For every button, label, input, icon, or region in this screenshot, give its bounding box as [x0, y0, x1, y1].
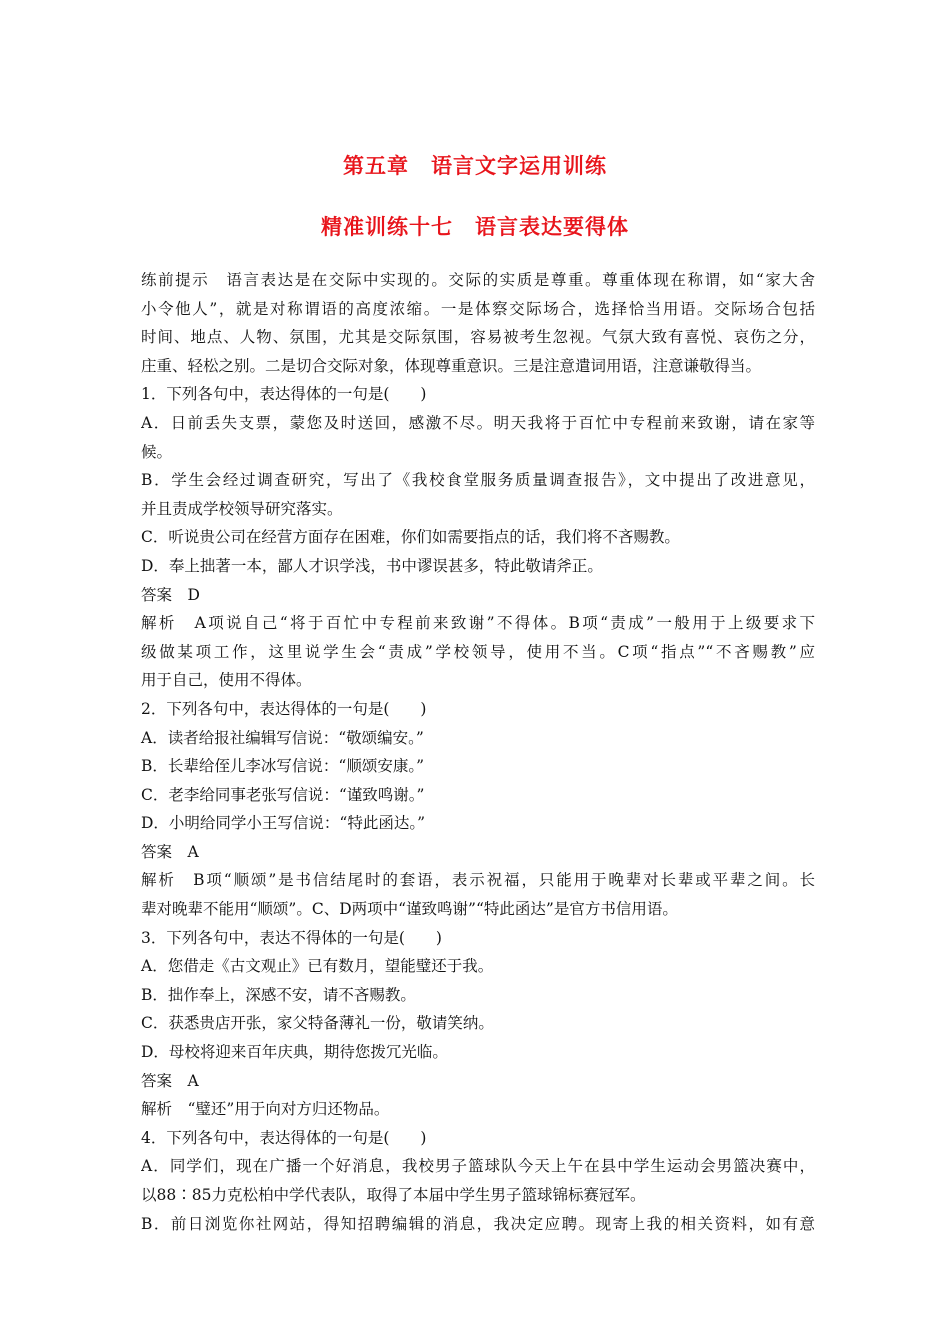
text-line: B．学生会经过调查研究，写出了《我校食堂服务质量调查报告》，文中提出了改进意见，	[141, 471, 815, 490]
text-line: A．同学们，现在广播一个好消息，我校男子篮球队今天上午在县中学生运动会男篮决赛中，	[141, 1157, 815, 1176]
text-line: 候。	[141, 442, 173, 461]
text-line: 并且责成学校领导研究落实。	[141, 499, 343, 518]
text-line: 3．下列各句中，表达不得体的一句是( )	[141, 928, 442, 947]
text-line: C．老李给同事老张写信说：“谨致鸣谢。”	[141, 785, 425, 804]
text-line: 1．下列各句中，表达得体的一句是( )	[141, 385, 427, 404]
text-line: B．前日浏览你社网站，得知招聘编辑的消息，我决定应聘。现寄上我的相关资料，如有意	[141, 1214, 815, 1233]
text-line: A．日前丢失支票，蒙您及时送回，感激不尽。明天我将于百忙中专程前来致谢，请在家等	[141, 413, 815, 432]
text-line: C．听说贵公司在经营方面存在困难，你们如需要指点的话，我们将不吝赐教。	[141, 528, 680, 547]
text-line: B．长辈给侄儿李冰写信说：“顺颂安康。”	[141, 757, 424, 776]
text-line: 小令他人”，就是对称谓语的高度浓缩。一是体察交际场合，选择恰当用语。交际场合包括	[141, 299, 815, 318]
text-line: 4．下列各句中，表达得体的一句是( )	[141, 1128, 427, 1147]
text-line: 2．下列各句中，表达得体的一句是( )	[141, 699, 427, 718]
document-body	[141, 266, 815, 1238]
text-line: 解析 “璧还”用于向对方归还物品。	[141, 1100, 390, 1119]
text-line: A．您借走《古文观止》已有数月，望能璧还于我。	[141, 957, 494, 976]
text-line: 级做某项工作，这里说学生会“责成”学校领导，使用不当。C项“指点”“不吝赐教”应	[141, 642, 815, 661]
text-line: 辈对晚辈不能用“顺颂”。C、D两项中“谨致鸣谢”“特此函达”是官方书信用语。	[141, 900, 678, 919]
text-line: B．拙作奉上，深感不安，请不吝赐教。	[141, 985, 416, 1004]
text-line: 解析 B项“顺颂”是书信结尾时的套语，表示祝福，只能用于晚辈对长辈或平辈之间。长	[141, 871, 815, 890]
text-line: 解析 A项说自己“将于百忙中专程前来致谢”不得体。B项“责成”一般用于上级要求下	[141, 614, 815, 633]
text-line: C．获悉贵店开张，家父特备薄礼一份，敬请笑纳。	[141, 1014, 494, 1033]
text-line: 答案 A	[141, 842, 199, 861]
text-line: 答案 D	[141, 585, 200, 604]
text-line: D．奉上拙著一本，鄙人才识学浅，书中谬误甚多，特此敬请斧正。	[141, 556, 603, 575]
chapter-title: 第五章 语言文字运用训练	[343, 153, 607, 178]
text-line: A．读者给报社编辑写信说：“敬颂编安。”	[141, 728, 424, 747]
text-line: D．母校将迎来百年庆典，期待您拨冗光临。	[141, 1043, 448, 1062]
section-title: 精准训练十七 语言表达要得体	[321, 214, 629, 239]
text-line: 以88∶85力克松柏中学代表队，取得了本届中学生男子篮球锦标赛冠军。	[141, 1186, 646, 1204]
text-line: D．小明给同学小王写信说：“特此函达。”	[141, 814, 426, 833]
text-line: 时间、地点、人物、氛围，尤其是交际氛围，容易被考生忽视。气氛大致有喜悦、哀伤之分，	[141, 328, 815, 347]
text-line: 练前提示 语言表达是在交际中实现的。交际的实质是尊重。尊重体现在称谓，如“家大舍	[141, 271, 815, 289]
text-line: 答案 A	[141, 1071, 199, 1090]
text-line: 用于自己，使用不得体。	[141, 671, 312, 690]
text-line: 庄重、轻松之别。二是切合交际对象，体现尊重意识。三是注意遣词用语，注意谦敬得当。	[141, 356, 762, 375]
